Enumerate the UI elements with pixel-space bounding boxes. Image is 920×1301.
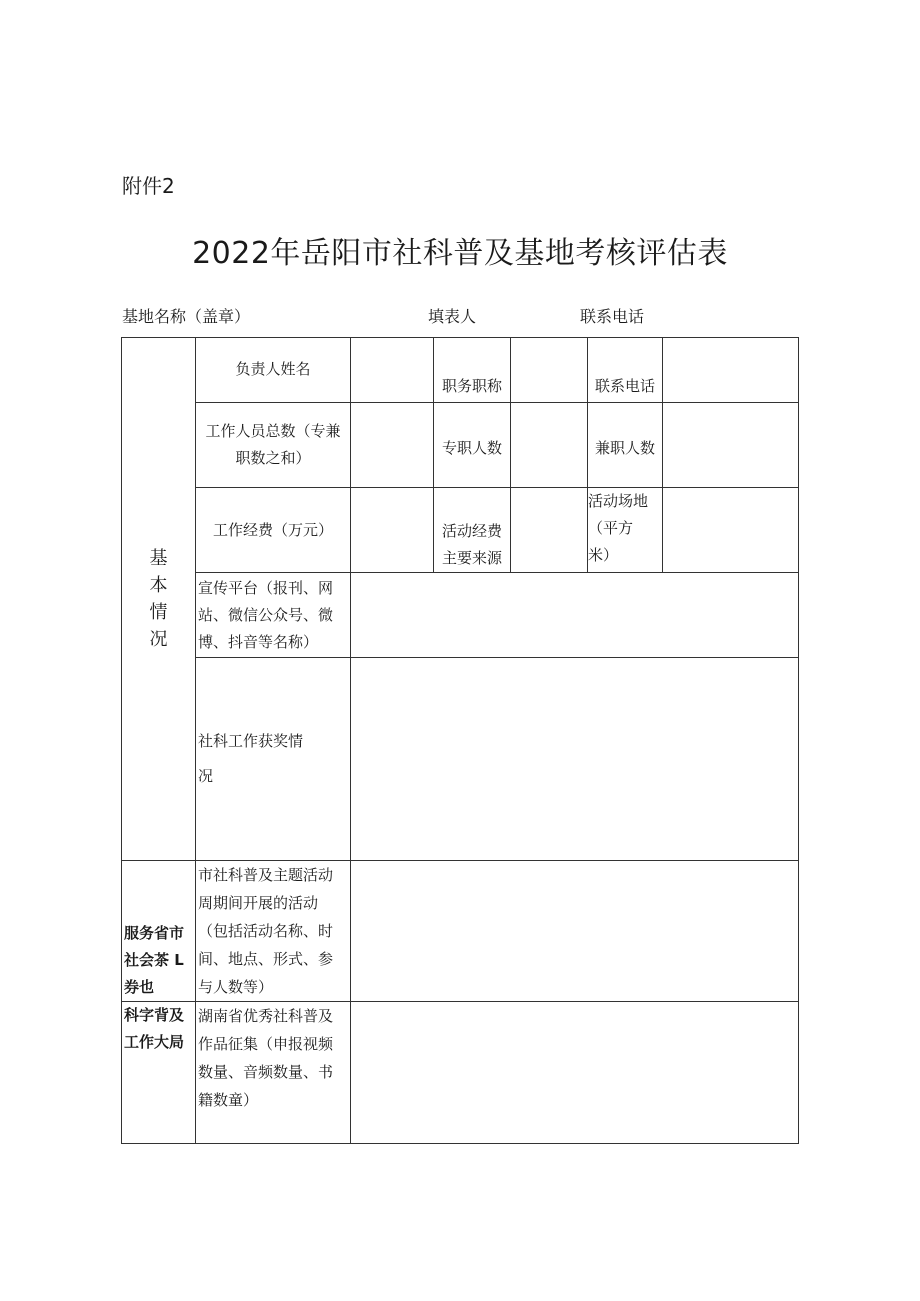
contact-phone-label: 联系电话 bbox=[588, 338, 663, 403]
funding-source-cell[interactable] bbox=[511, 488, 588, 573]
table-row bbox=[122, 861, 799, 1002]
venue-label: 活动场地 （平方 米） bbox=[588, 488, 663, 573]
theme-week-cell[interactable] bbox=[351, 861, 799, 1002]
staff-total-label: 工作人员总数（专兼 职数之和） bbox=[196, 403, 351, 488]
table-row bbox=[122, 338, 799, 403]
theme-week-label: 市社科普及主题活动 周期间开展的活动 （包括活动名称、时 间、地点、形式、参 与人数等） bbox=[196, 861, 351, 1002]
table-row bbox=[122, 488, 799, 573]
base-name-label: 基地名称（盖章） bbox=[122, 307, 251, 326]
works-collection-label: 湖南省优秀社科普及 作品征集（申报视频 数量、音频数量、书 籍数童） bbox=[196, 1002, 351, 1144]
awards-cell[interactable] bbox=[351, 658, 799, 861]
filler-label: 填表人 bbox=[428, 307, 477, 326]
position-title-cell[interactable] bbox=[511, 338, 588, 403]
platform-cell[interactable] bbox=[351, 573, 799, 658]
staff-total-cell[interactable] bbox=[351, 403, 434, 488]
funding-cell[interactable] bbox=[351, 488, 434, 573]
platform-label: 宣传平台（报刊、网 站、微信公众号、微 博、抖音等名称） bbox=[196, 573, 351, 658]
funding-source-label: 活动经费 主要来源 bbox=[434, 488, 511, 573]
works-collection-cell[interactable] bbox=[351, 1002, 799, 1144]
evaluation-table bbox=[121, 337, 799, 1144]
table-row bbox=[122, 573, 799, 658]
part-time-cell[interactable] bbox=[663, 403, 799, 488]
part-time-label: 兼职人数 bbox=[588, 403, 663, 488]
section-science: 科字背及 工作大局 bbox=[122, 1002, 196, 1144]
funding-label: 工作经费（万元） bbox=[196, 488, 351, 573]
position-title-label: 职务职称 bbox=[434, 338, 511, 403]
leader-name-cell[interactable] bbox=[351, 338, 434, 403]
attachment-label: 附件2 bbox=[122, 174, 175, 198]
full-time-cell[interactable] bbox=[511, 403, 588, 488]
table-row bbox=[122, 658, 799, 861]
section-basic-info: 基 本 情 况 bbox=[122, 338, 196, 861]
awards-label: 社科工作获奖情 况 bbox=[196, 658, 351, 861]
table-row bbox=[122, 403, 799, 488]
leader-name-label: 负责人姓名 bbox=[196, 338, 351, 403]
contact-phone-cell[interactable] bbox=[663, 338, 799, 403]
phone-label: 联系电话 bbox=[580, 307, 645, 326]
full-time-label: 专职人数 bbox=[434, 403, 511, 488]
venue-cell[interactable] bbox=[663, 488, 799, 573]
table-row bbox=[122, 1002, 799, 1144]
page-title: 2022年岳阳市社科普及基地考核评估表 bbox=[192, 236, 728, 271]
section-service: 服务省市 社会茶 L 券也 bbox=[122, 861, 196, 1002]
